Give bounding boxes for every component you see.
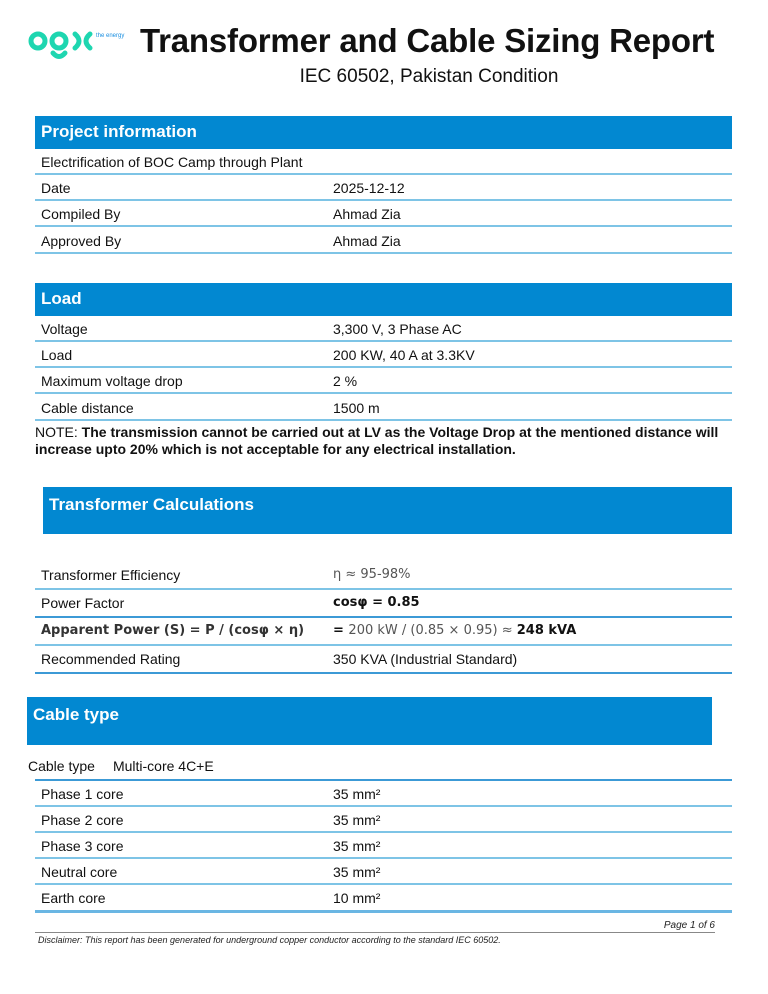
- table-row: [35, 201, 732, 227]
- row-label: Approved By: [41, 233, 122, 249]
- row-value: 1500 m: [333, 400, 380, 416]
- table-row: [35, 590, 732, 618]
- table-row: [35, 228, 732, 254]
- project-name-row: [35, 149, 732, 175]
- ogx-logo-icon: [28, 27, 96, 67]
- load-note: [35, 424, 735, 458]
- row-label: Phase 1 core: [41, 786, 124, 802]
- row-value: 10 mm²: [333, 890, 381, 906]
- table-row: [35, 781, 732, 807]
- row-label: Power Factor: [41, 595, 125, 611]
- table-row: [35, 807, 732, 833]
- row-value: 35 mm²: [333, 864, 381, 880]
- table-row: [35, 368, 732, 394]
- disclaimer: Disclaimer: This report has been generated for underground copper conductor according to the standard IEC 60502.: [38, 935, 501, 945]
- table-row: [35, 395, 732, 421]
- row-value: 200 KW, 40 A at 3.3KV: [333, 347, 475, 363]
- table-row: [35, 859, 732, 885]
- section-header-cable: [27, 697, 712, 745]
- row-label: Recommended Rating: [41, 651, 181, 667]
- cable-type-label: Cable type: [28, 758, 95, 774]
- row-label: Phase 2 core: [41, 812, 124, 828]
- section-header-project: [35, 116, 732, 149]
- table-row: [35, 175, 732, 201]
- value-formula: 200 kW / (0.85 × 0.95) ≈: [348, 623, 517, 638]
- table-row: [35, 885, 732, 913]
- row-value: [333, 623, 576, 638]
- table-row: [35, 646, 732, 674]
- section-title: Project information: [41, 122, 197, 141]
- row-value: 2025-12-12: [333, 180, 405, 196]
- value-result: 248 kVA: [516, 623, 577, 638]
- note-prefix: NOTE:: [35, 424, 82, 440]
- row-value: 35 mm²: [333, 838, 381, 854]
- row-label: Apparent Power (S) = P / (cosφ × η): [41, 623, 305, 638]
- row-label: Transformer Efficiency: [41, 567, 181, 583]
- value-prefix: =: [333, 623, 349, 638]
- row-label: Neutral core: [41, 864, 118, 880]
- row-label: Voltage: [41, 321, 88, 337]
- row-value: 35 mm²: [333, 812, 381, 828]
- row-label: Cable distance: [41, 400, 134, 416]
- table-row: [35, 833, 732, 859]
- row-value: 3,300 V, 3 Phase AC: [333, 321, 462, 337]
- project-name: Electrification of BOC Camp through Plant: [41, 154, 303, 170]
- company-logo: [28, 27, 125, 67]
- note-text: The transmission cannot be carried out at LV as the Voltage Drop at the mentioned distance will increase upto 20% which is not acceptable for any electrical installation.: [35, 424, 719, 457]
- table-row: [35, 342, 732, 368]
- row-label: Compiled By: [41, 206, 121, 222]
- logo-tagline: the energy: [96, 33, 125, 39]
- section-title: Cable type: [33, 705, 119, 724]
- table-row: [35, 618, 732, 646]
- section-title: Transformer Calculations: [49, 495, 255, 514]
- row-label: Phase 3 core: [41, 838, 124, 854]
- section-title: Load: [41, 289, 82, 308]
- row-value: 350 KVA (Industrial Standard): [333, 651, 518, 667]
- row-value: Ahmad Zia: [333, 206, 401, 222]
- report-subtitle: IEC 60502, Pakistan Condition: [299, 66, 559, 87]
- row-label: Earth core: [41, 890, 106, 906]
- row-value: η ≈ 95-98%: [333, 567, 411, 582]
- section-header-transformer: [43, 487, 732, 534]
- row-value: Ahmad Zia: [333, 233, 401, 249]
- table-row: [35, 316, 732, 342]
- row-label: Maximum voltage drop: [41, 373, 183, 389]
- row-label: Date: [41, 180, 71, 196]
- cable-type-value: Multi-core 4C+E: [112, 758, 214, 774]
- page-number: Page 1 of 6: [663, 920, 715, 931]
- table-row: [35, 562, 732, 590]
- row-value: 35 mm²: [333, 786, 381, 802]
- row-value: cosφ = 0.85: [333, 595, 420, 610]
- cable-type-line: [28, 758, 214, 774]
- row-label: Load: [41, 347, 73, 363]
- report-title: Transformer and Cable Sizing Report: [140, 22, 715, 59]
- footer-divider: [35, 932, 715, 933]
- section-header-load: [35, 283, 732, 316]
- row-value: 2 %: [333, 373, 358, 389]
